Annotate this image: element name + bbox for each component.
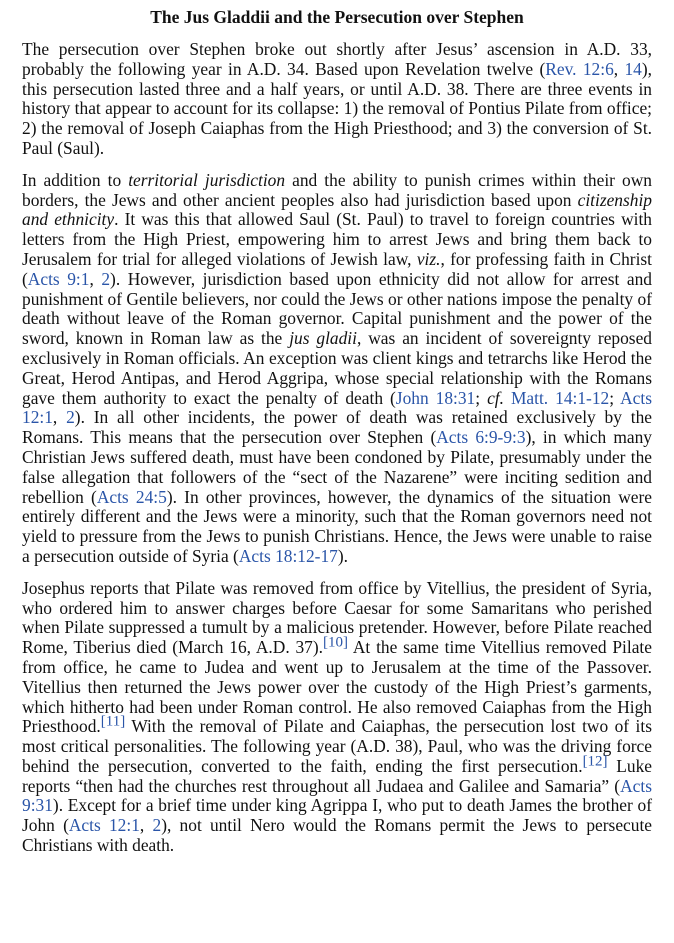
text: , [613, 58, 625, 79]
text: ), in which many Christian Jews suffered death, must have been condoned by Pilate, presumably under the false allegation that followers of the “sect of the Nazarene” were inciting sedition and rebellion ( [22, 427, 652, 507]
scripture-link[interactable]: Acts 6:9-9:3 [436, 427, 526, 448]
text: and the ability to punish crimes within their own borders, the Jews and other ancient peoples also had jurisdiction based upon [22, 169, 652, 210]
scripture-link[interactable]: Acts 24:5 [96, 486, 167, 507]
footnote-link[interactable]: [11] [100, 713, 126, 730]
text: ), not until Nero would the Romans permit the Jews to persecute Christians with death. [22, 815, 652, 856]
text: The persecution over Stephen broke out shortly after Jesus’ ascension in A.D. 33, probably the following year in A.D. 34. Based upon Revelation twelve ( [22, 39, 652, 79]
paragraph-1 [22, 40, 652, 159]
text: ). [337, 545, 349, 566]
emphasis: cf. [487, 387, 504, 408]
paragraph-2 [22, 171, 652, 567]
emphasis: viz. [416, 248, 441, 269]
text: Luke reports “then had the churches rest throughout all Judaea and Galilee and Samaria” ( [22, 755, 652, 796]
scripture-link[interactable]: Acts 18:12-17 [238, 545, 338, 566]
scripture-link[interactable]: John 18:31 [395, 387, 476, 408]
scripture-link[interactable]: 2 [152, 815, 162, 836]
text: In addition to [22, 169, 129, 190]
text: ; [475, 387, 488, 408]
footnote-link[interactable]: [12] [582, 753, 608, 770]
text: , [52, 407, 67, 428]
text: ). However, jurisdiction based upon ethnicity did not allow for arrest and punishment of Gentile believers, nor could the Jews or other nations impose the penalty of death without leave of the Roman governor. Capital punishment and the power of the sword, known in Roman law as the [22, 268, 652, 349]
scripture-link[interactable]: 14 [624, 58, 642, 79]
text: , [89, 268, 102, 289]
text: , for professing faith in Christ ( [22, 248, 652, 289]
scripture-link[interactable]: Acts 12:1 [68, 815, 140, 836]
scripture-link[interactable]: Acts 12:1 [22, 387, 652, 428]
scripture-link[interactable]: 2 [101, 268, 111, 289]
text: ). In other provinces, however, the dynamics of the situation were entirely different and the Jews were a minority, such that the Roman governors need not yield to pressure from the Jews to punish Christians. Hence, the Jews were unable to raise a persecution outside of Syria ( [22, 486, 652, 566]
scripture-link[interactable]: Rev. 12:6 [545, 58, 614, 79]
scripture-link[interactable]: 2 [66, 407, 75, 428]
paragraph-3 [22, 579, 652, 856]
scripture-link[interactable]: Matt. 14:1-12 [510, 387, 610, 408]
footnote-link[interactable]: [10] [323, 634, 349, 651]
emphasis: jus gladii [289, 328, 357, 349]
text: , was an incident of sovereignty reposed exclusively in Roman officials. An exception was client kings and tetrarchs like Herod the Great, Herod Antipas, and Herod Aggripa, whose special relationship with the Romans gave them authority to exact the penalty of death ( [22, 328, 652, 408]
page-title: The Jus Gladdii and the Persecution over Stephen [150, 7, 524, 27]
emphasis: territorial jurisdiction [128, 169, 286, 190]
text: With the removal of Pilate and Caiaphas, the persecution lost two of its most critical personalities. The following year (A.D. 38), Paul, who was the driving force behind the persecution, converted to the faith, ending the first persecution. [22, 716, 652, 776]
text: ). In all other incidents, the power of death was retained exclusively by the Romans. This means that the persecution over Stephen ( [22, 407, 652, 448]
text: ), this persecution lasted three and a half years, or until A.D. 38. There are three events in history that appear to account for its collapse: 1) the removal of Pontius Pilate from office; 2) the removal of Joseph Caiaphas from the High Priesthood; and 3) the conversion of St. Paul (Saul). [22, 58, 653, 158]
text: ). Except for a brief time under king Agrippa I, who put to death James the brother of John ( [22, 795, 652, 836]
scripture-link[interactable]: Acts 9:1 [27, 268, 90, 289]
text: At the same time Vitellius removed Pilate from office, he came to Judea and went up to Jerusalem at the time of the Passover. Vitellius then returned the Jews power over the custody of the High Priest’s garments, which hitherto had been under Roman control. He also removed Caiaphas from the High Priesthood. [22, 637, 652, 737]
scripture-link[interactable]: Acts 9:31 [22, 775, 652, 816]
text: . It was this that allowed Saul (St. Paul) to travel to foreign countries with letters from the High Priest, empowering him to arrest Jews and bring them back to Jerusalem for trial for alleged violations of Jewish law, [22, 209, 652, 269]
text: ; [609, 387, 621, 408]
text: , [139, 815, 153, 836]
emphasis: citizenship and ethnicity [22, 189, 652, 230]
text [504, 388, 511, 408]
text: Josephus reports that Pilate was removed from office by Vitellius, the president of Syria, who ordered him to answer charges before Caesar for some Samaritans who perished when Pilate suppressed a tumult by a malicious pretender. However, before Pilate reached Rome, Tiberius died (March 16, A.D. 37). [22, 577, 652, 658]
